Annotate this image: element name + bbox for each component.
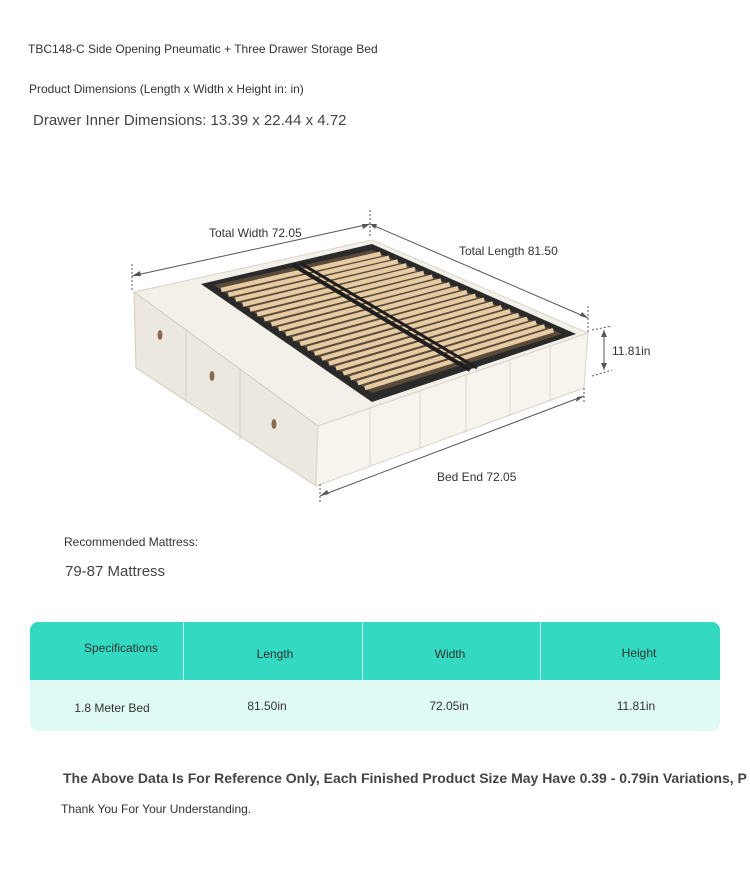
header-height: Height [621,646,657,660]
spec-table [30,622,720,731]
mattress-value: 79-87 Mattress [65,563,166,580]
disclaimer-text: The Above Data Is For Reference Only, Each Finished Product Size May Have 0.39 - 0.79in Variations, P [63,770,747,786]
cell-height: 11.81in [616,698,656,713]
cell-width: 72.05in [429,698,469,713]
table-header-row [30,622,720,680]
product-title: TBC148-C Side Opening Pneumatic + Three Drawer Storage Bed [28,42,378,56]
mattress-label: Recommended Mattress: [64,535,199,549]
bed-end-label: Bed End 72.05 [437,470,517,484]
cell-length: 81.50in [247,698,287,713]
header-width: Width [434,647,466,661]
total-length-label: Total Length 81.50 [459,244,558,258]
dimensions-caption: Product Dimensions (Length x Width x Height in: in) [29,82,304,96]
drawer-handle-icon [272,419,277,429]
drawer-handle-icon [210,371,215,381]
cell-spec: 1.8 Meter Bed [74,700,150,715]
drawer-inner-dimensions: Drawer Inner Dimensions: 13.39 x 22.44 x 4.72 [33,112,347,129]
height-label: 11.81in [612,344,651,358]
table-row [30,680,720,731]
header-length: Length [256,647,294,661]
total-width-label: Total Width 72.05 [209,226,302,240]
drawer-handle-icon [158,330,163,340]
header-specifications: Specifications [83,641,159,655]
thanks-text: Thank You For Your Understanding. [61,802,252,816]
bed-dimension-diagram [0,190,750,520]
